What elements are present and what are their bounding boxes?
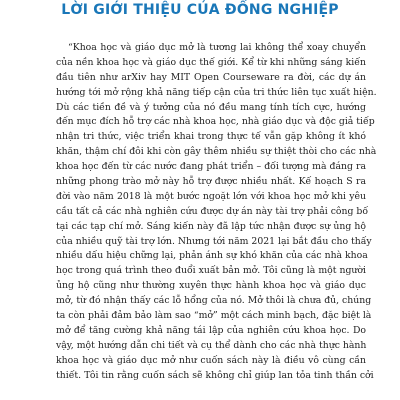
body-line: ta còn phải đảm bảo làm sao “mở” một cách minh bạch, đặc biệt là bbox=[56, 310, 372, 322]
body-line: khoa học đến từ các nước đang phát triển – đối tượng mà đáng ra bbox=[56, 161, 366, 173]
body-line: nhận tri thức, việc triển khai trong thực tế vẫn gặp không ít khó bbox=[56, 131, 366, 143]
chapter-heading: LỜI GIỚI THIỆU CỦA ĐỒNG NGHIỆP bbox=[61, 2, 339, 18]
body-line: những phong trào mở này hỗ trợ được nhiều nhất. Kế hoạch S ra bbox=[56, 176, 366, 188]
body-line: cầu tất cả các nhà nghiên cứu được dự án này tài trợ phải công bố bbox=[56, 205, 369, 217]
body-line: khoa học và giáo dục mở như cuốn sách này là điều vô cùng cần bbox=[56, 354, 366, 366]
body-line: nhiều dấu hiệu chững lại, phản ánh sự khó khăn của các nhà khoa bbox=[56, 250, 368, 262]
body-line: “Khoa học và giáo dục mở là tương lai không thể xoay chuyển bbox=[68, 42, 366, 53]
body-line: thiết. Tôi tin rằng cuốn sách sẽ không chỉ giúp lan tỏa tinh thần cởi bbox=[56, 369, 374, 381]
body-line: học trong quá trình theo đuổi xuất bản mở. Tôi cũng là một người bbox=[56, 265, 366, 277]
body-line: khăn, thậm chí đôi khi còn gây thêm nhiều sự thiệt thòi cho các nhà bbox=[56, 146, 377, 158]
body-line: của nhiều quỹ tài trợ lớn. Nhưng tới năm 2021 lại bắt đầu cho thấy bbox=[56, 235, 372, 247]
body-line: đầu tiên như arXiv hay MIT Open Courseware ra đời, các dự án bbox=[56, 71, 366, 83]
body-line: đến mục đích hỗ trợ các nhà khoa học, nhà giáo dục và độc giả tiếp bbox=[56, 116, 375, 128]
body-line: Dù các tiền đề và ý tưởng của nó đều mang tính tích cực, hướng bbox=[56, 101, 366, 113]
body-line: ủng hộ cũng như thường xuyên thực hành khoa học và giáo dục bbox=[56, 280, 366, 292]
body-line: tại các tạp chí mở. Sáng kiến này đã lập tức nhận được sự ủng hộ bbox=[56, 220, 366, 232]
body-line: đời vào năm 2018 là một bước ngoặt lớn với khoa học mở khi yêu bbox=[56, 190, 366, 202]
body-line: mở để tăng cường khả năng tái lập của nghiên cứu khoa học. Do bbox=[56, 324, 366, 336]
body-line: hướng tới mở rộng khả năng tiếp cận của tri thức liên tục xuất hiện. bbox=[56, 86, 377, 98]
body-line: mở, từ đó nhận thấy các lỗ hổng của nó. Mở thôi là chưa đủ, chúng bbox=[56, 295, 372, 307]
body-line: của nền khoa học và giáo dục thế giới. Kể từ khi những sáng kiến bbox=[56, 56, 366, 68]
body-line: vậy, một hướng dẫn chi tiết và cụ thể dành cho các nhà thực hành bbox=[56, 339, 367, 351]
body-text bbox=[56, 41, 377, 383]
